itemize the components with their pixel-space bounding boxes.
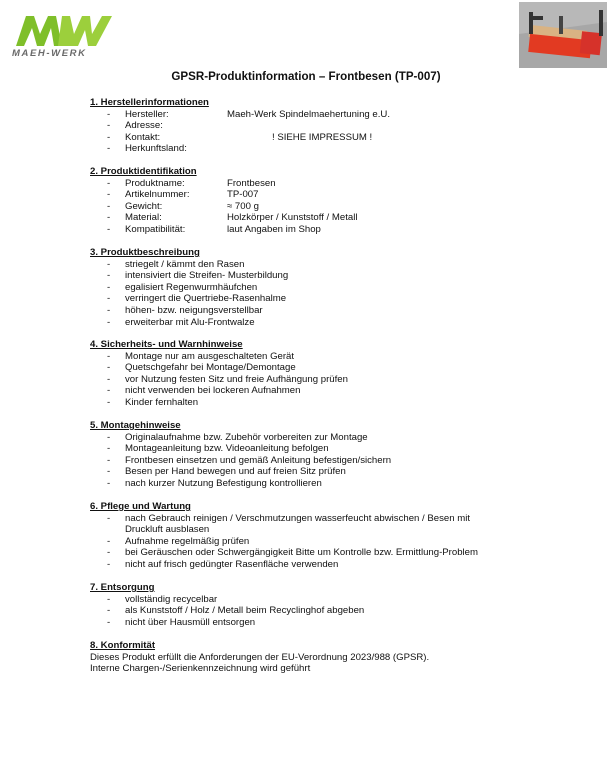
list-item: - vollständig recycelbar bbox=[107, 593, 218, 605]
list-item: - Gewicht: ≈ 700 g bbox=[107, 200, 259, 212]
list-item: - Kontakt: ! SIEHE IMPRESSUM ! bbox=[107, 131, 373, 143]
section-title: 1. Herstellerinformationen bbox=[90, 97, 209, 108]
frontbesen-image-icon bbox=[519, 2, 607, 68]
list-item: - nicht über Hausmüll entsorgen bbox=[107, 616, 256, 628]
list-item: - striegelt / kämmt den Rasen bbox=[107, 258, 245, 270]
list-item: - vor Nutzung festen Sitz und freie Aufhängung prüfen bbox=[107, 373, 348, 385]
section-sicherheit bbox=[90, 339, 590, 409]
list-item: - nicht auf frisch gedüngter Rasenfläche verwenden bbox=[107, 558, 339, 570]
list-item: - bei Geräuschen oder Schwergängigkeit Bitte um Kontrolle bzw. Ermittlung-Problem bbox=[107, 547, 479, 559]
section-entsorgung bbox=[90, 582, 590, 628]
list-item: - Originalaufnahme bzw. Zubehör vorbereiten zur Montage bbox=[107, 431, 368, 443]
list-item: - verringert die Quertriebe-Rasenhalme bbox=[107, 293, 287, 305]
logo-mw-mark-icon bbox=[12, 12, 132, 48]
list-item: - Besen per Hand bewegen und auf freien Sitz prüfen bbox=[107, 466, 346, 478]
section-pflege-und-wartung bbox=[90, 501, 590, 571]
list-item: - intensiviert die Streifen- Musterbildung bbox=[107, 270, 289, 282]
section-title: 4. Sicherheits- und Warnhinweise bbox=[90, 339, 243, 350]
list-item: - nicht verwenden bei lockeren Aufnahmen bbox=[107, 385, 301, 397]
list-item: - Artikelnummer: TP-007 bbox=[107, 189, 259, 201]
list-item: - Kompatibilität: laut Angaben im Shop bbox=[107, 223, 321, 235]
section-produktidentifikation bbox=[90, 166, 590, 236]
section-montagehinweise bbox=[90, 420, 590, 490]
section-konformitaet bbox=[90, 640, 590, 675]
conformity-statement: Dieses Produkt erfüllt die Anforderungen der EU-Verordnung 2023/988 (GPSR). bbox=[90, 651, 430, 663]
list-item: - erweiterbar mit Alu-Frontwalze bbox=[107, 316, 255, 328]
batch-statement: Interne Chargen-/Serienkennzeichnung wird geführt bbox=[90, 663, 311, 675]
list-item: - höhen- bzw. neigungsverstellbar bbox=[107, 304, 263, 316]
list-item: - egalisiert Regenwurmhäufchen bbox=[107, 281, 258, 293]
section-title: 2. Produktidentifikation bbox=[90, 166, 197, 177]
section-title: 5. Montagehinweise bbox=[90, 420, 181, 431]
list-item: - Aufnahme regelmäßig prüfen bbox=[107, 535, 250, 547]
list-item: - Adresse: bbox=[107, 120, 163, 132]
list-item: - Herkunftsland: bbox=[107, 143, 187, 155]
section-title: 3. Produktbeschreibung bbox=[90, 247, 200, 258]
section-herstellerinformationen bbox=[90, 97, 590, 155]
list-item: - Kinder fernhalten bbox=[107, 396, 199, 408]
section-title: 8. Konformität bbox=[90, 640, 156, 651]
list-item: - Produktname: Frontbesen bbox=[107, 177, 276, 189]
list-item: - nach Gebrauch reinigen / Verschmutzungen wasserfeucht abwischen / Besen mit Druckluft ausblasen bbox=[107, 512, 471, 536]
list-item: - Montageanleitung bzw. Videoanleitung befolgen bbox=[107, 443, 329, 455]
list-item: - nach kurzer Nutzung Befestigung kontrollieren bbox=[107, 477, 322, 489]
list-item: - Hersteller: Maeh-Werk Spindelmaehertuning e.U. bbox=[107, 108, 390, 120]
list-item: - als Kunststoff / Holz / Metall beim Recyclinghof abgeben bbox=[107, 605, 365, 617]
section-title: 7. Entsorgung bbox=[90, 582, 155, 593]
product-photo bbox=[519, 2, 607, 68]
list-item: - Frontbesen einsetzen und gemäß Anleitung befestigen/sichern bbox=[107, 454, 392, 466]
list-item: - Material: Holzkörper / Kunststoff / Metall bbox=[107, 212, 358, 224]
document-title: GPSR-Produktinformation – Frontbesen (TP-007) bbox=[171, 70, 441, 83]
list-item: - Montage nur am ausgeschalteten Gerät bbox=[107, 350, 295, 362]
logo-text: MAEH-WERK bbox=[12, 48, 87, 59]
section-produktbeschreibung bbox=[90, 247, 590, 328]
list-item: - Quetschgefahr bei Montage/Demontage bbox=[107, 362, 296, 374]
maeh-werk-logo bbox=[12, 12, 132, 62]
section-title: 6. Pflege und Wartung bbox=[90, 501, 191, 512]
